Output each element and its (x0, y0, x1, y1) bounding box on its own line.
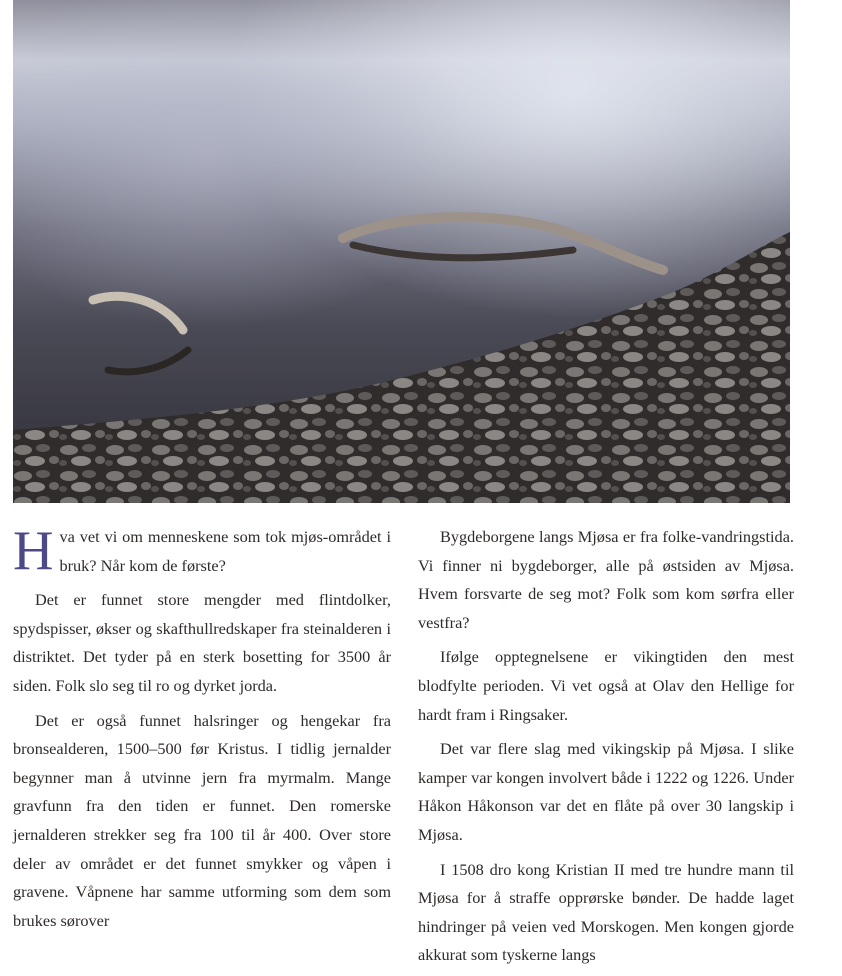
drop-cap: H (13, 520, 54, 582)
photo-illustration (13, 0, 790, 503)
kristian-ii-paragraph: I 1508 dro kong Kristian II med tre hundre mann til Mjøsa for å straffe opprørske bønder. De hadde laget hindringer på veien ved Morskogen. Men kongen gjorde akkurat som tyskerne langs (418, 859, 794, 965)
viking-age-paragraph: Ifølge opptegnelsene er vikingtiden den mest blodfylte perioden. Vi vet også at Olav den Hellige for hardt fram i Ringsaker. (418, 647, 794, 724)
article-right-column (418, 523, 794, 976)
ship-battles-paragraph: Det var flere slag med vikingskip på Mjøsa. I slike kamper var kongen involvert både i 1222 og 1226. Under Håkon Håkonson var det en flåte på over 30 langskip i Mjøsa. (418, 739, 794, 844)
stone-age-paragraph: Det er funnet store mengder med flintdolker, spydspisser, økser og skafthullredskaper fra steinalderen i distriktet. Det tyder på en sterk bosetting for 3500 år siden. Folk slo seg til ro og dyrket jorda. (13, 590, 391, 695)
hillforts-paragraph: Bygdeborgene langs Mjøsa er fra folke-vandringstida. Vi finner ni bygdeborger, alle på østsiden av Mjøsa. Hvem forsvarte de seg mot? Folk som kom sørfra eller vestfra? (418, 527, 794, 632)
intro-text: va vet vi om menneskene som tok mjøs-området i bruk? Når kom de første? (59, 527, 391, 575)
bronze-age-paragraph: Det er også funnet halsringer og hengekar fra bronsealderen, 1500–500 før Kristus. I tidlig jernalder begynner man å utvinne jern fra myrmalm. Mange gravfunn fra den tiden er funnet. Den romerske jernalderen strekker seg fra 100 til år 400. Over store deler av området er det funnet smykker og våpen i gravene. Våpnene har samme utforming som dem som brukes sørover (13, 710, 391, 930)
intro-paragraph (13, 520, 391, 582)
lake-shore-photo (13, 0, 790, 503)
article-left-column (13, 520, 391, 941)
